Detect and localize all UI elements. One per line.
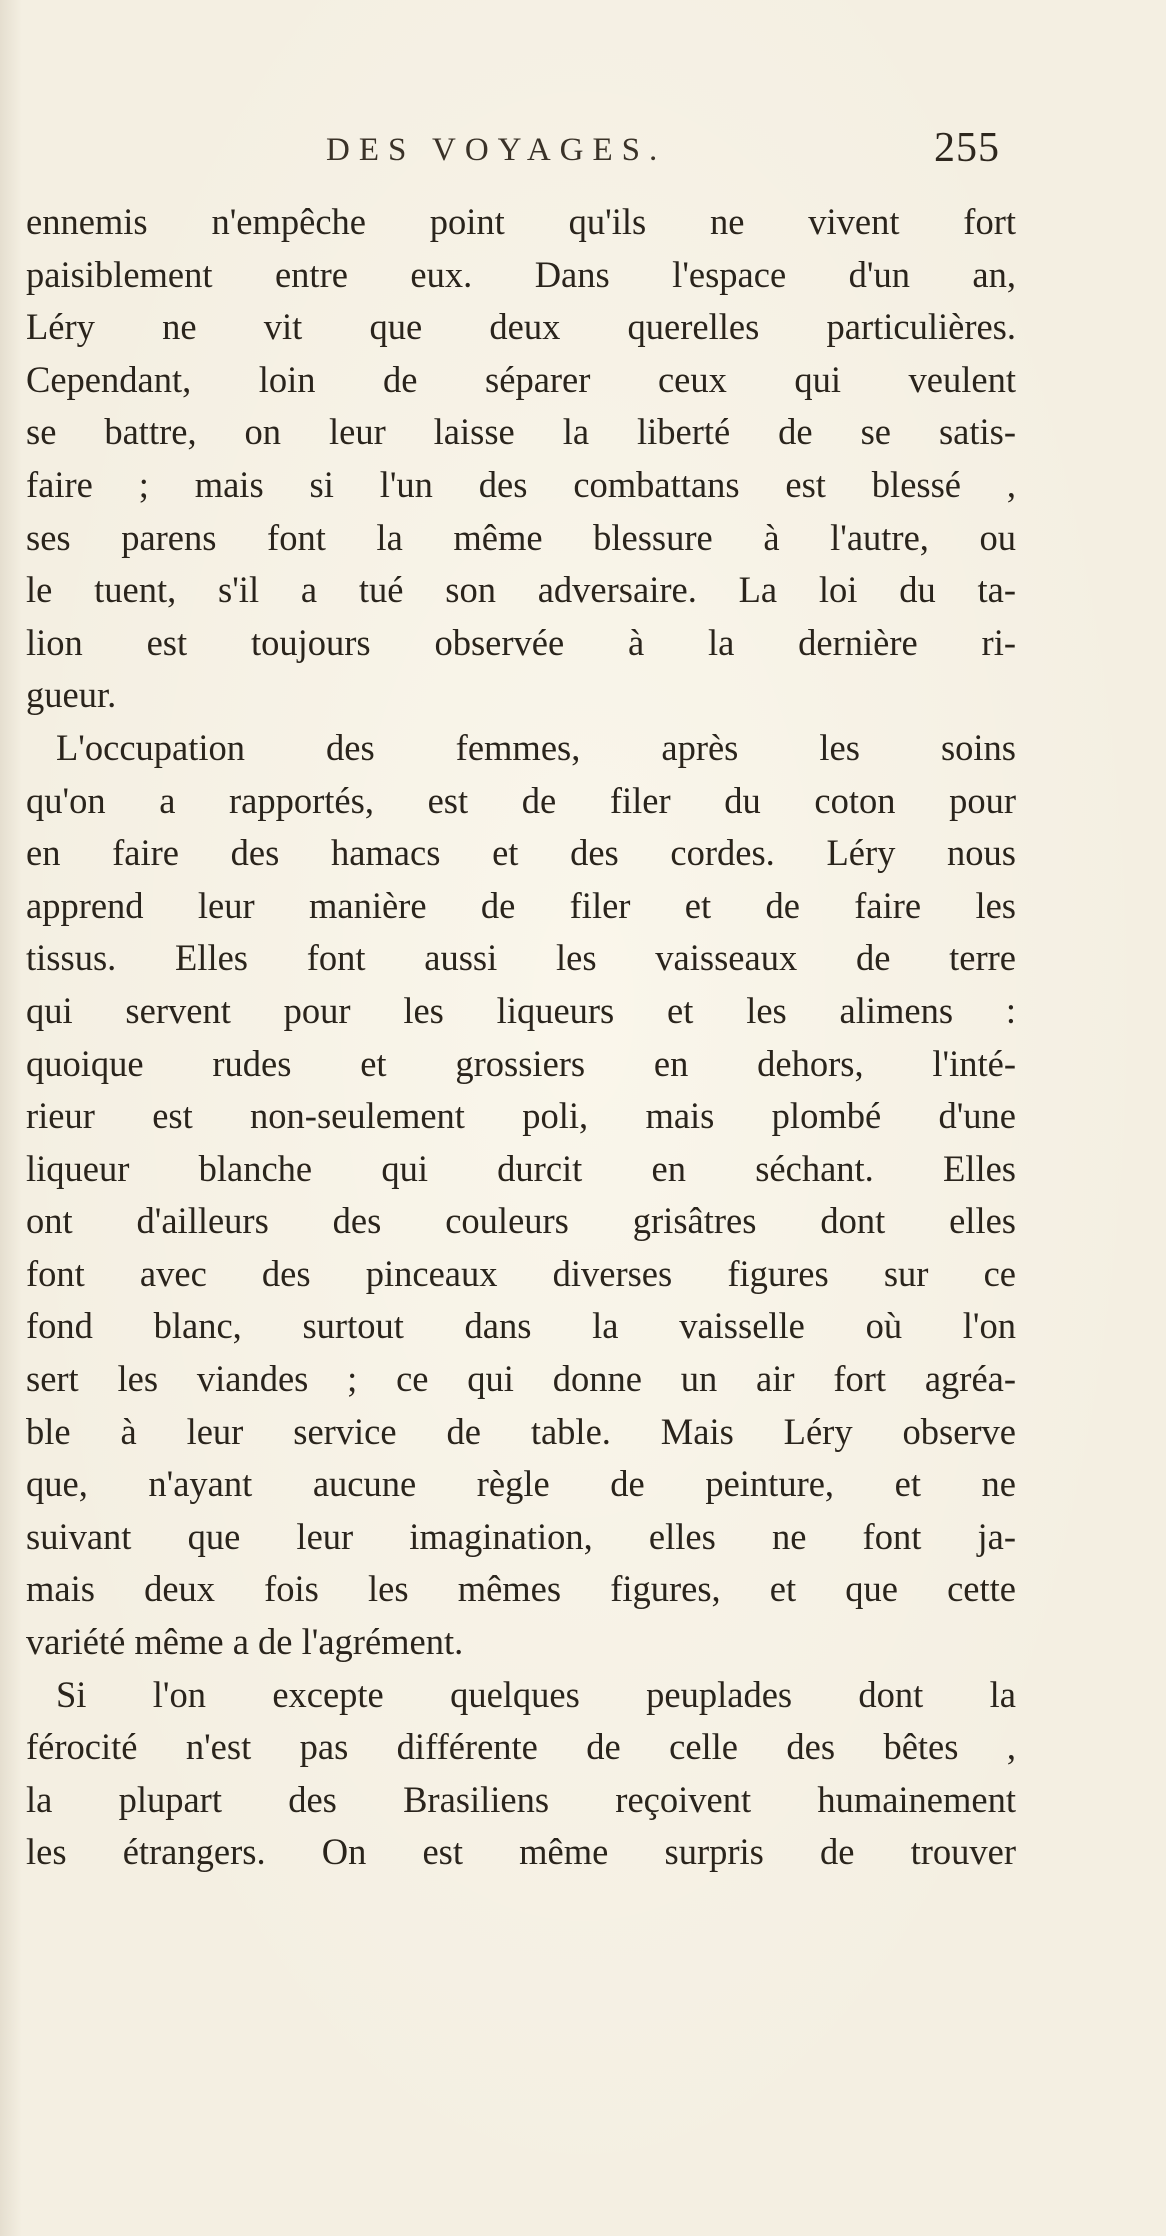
text-line: faire ; mais si l'un des combattans est blessé , (26, 463, 1016, 505)
text-line: liqueur blanche qui durcit en séchant. Elles (26, 1147, 1016, 1189)
text-line: ble à leur service de table. Mais Léry observe (26, 1410, 1016, 1452)
text-line: qu'on a rapportés, est de filer du coton pour (26, 779, 1016, 821)
text-line: gueur. (26, 674, 117, 716)
text-line: rieur est non-seulement poli, mais plombé d'une (26, 1095, 1016, 1137)
text-line: font avec des pinceaux diverses figures sur ce (26, 1252, 1016, 1294)
text-line: Cependant, loin de séparer ceux qui veulent (26, 358, 1016, 400)
text-line: L'occupation des femmes, après les soins (56, 726, 1016, 768)
text-line: les étrangers. On est même surpris de trouver (26, 1831, 1016, 1873)
gutter-shadow (0, 0, 22, 2236)
text-line: ont d'ailleurs des couleurs grisâtres dont elles (26, 1200, 1016, 1242)
page-header (0, 124, 1166, 180)
text-line: quoique rudes et grossiers en dehors, l'inté- (26, 1042, 1016, 1084)
text-line: que, n'ayant aucune règle de peinture, et ne (26, 1463, 1016, 1505)
text-line: paisiblement entre eux. Dans l'espace d'un an, (26, 253, 1016, 295)
text-line: lion est toujours observée à la dernière ri- (26, 621, 1016, 663)
text-line: ennemis n'empêche point qu'ils ne vivent fort (26, 201, 1016, 242)
text-line: variété même a de l'agrément. (26, 1621, 464, 1663)
text-line: la plupart des Brasiliens reçoivent humainement (26, 1778, 1016, 1820)
running-title: DES VOYAGES. (326, 132, 667, 168)
text-line: sert les viandes ; ce qui donne un air fort agréa- (26, 1358, 1016, 1400)
text-line: Léry ne vit que deux querelles particulières. (26, 306, 1016, 348)
text-line: suivant que leur imagination, elles ne font ja- (26, 1515, 1016, 1557)
text-line: férocité n'est pas différente de celle des bêtes , (26, 1726, 1016, 1768)
text-line: en faire des hamacs et des cordes. Léry nous (26, 832, 1016, 874)
text-line: apprend leur manière de filer et de faire les (26, 884, 1016, 926)
text-line: ses parens font la même blessure à l'autre, ou (26, 516, 1016, 558)
text-line: se battre, on leur laisse la liberté de se satis- (26, 411, 1016, 453)
text-line: mais deux fois les mêmes figures, et que cette (26, 1568, 1016, 1610)
page-number: 255 (934, 125, 1000, 171)
body-text (26, 196, 1016, 1879)
text-line: qui servent pour les liqueurs et les alimens : (26, 989, 1016, 1031)
text-line: Si l'on excepte quelques peuplades dont la (56, 1673, 1016, 1715)
text-line: fond blanc, surtout dans la vaisselle où l'on (26, 1305, 1016, 1347)
text-line: tissus. Elles font aussi les vaisseaux de terre (26, 937, 1016, 979)
text-line: le tuent, s'il a tué son adversaire. La loi du ta- (26, 569, 1016, 611)
